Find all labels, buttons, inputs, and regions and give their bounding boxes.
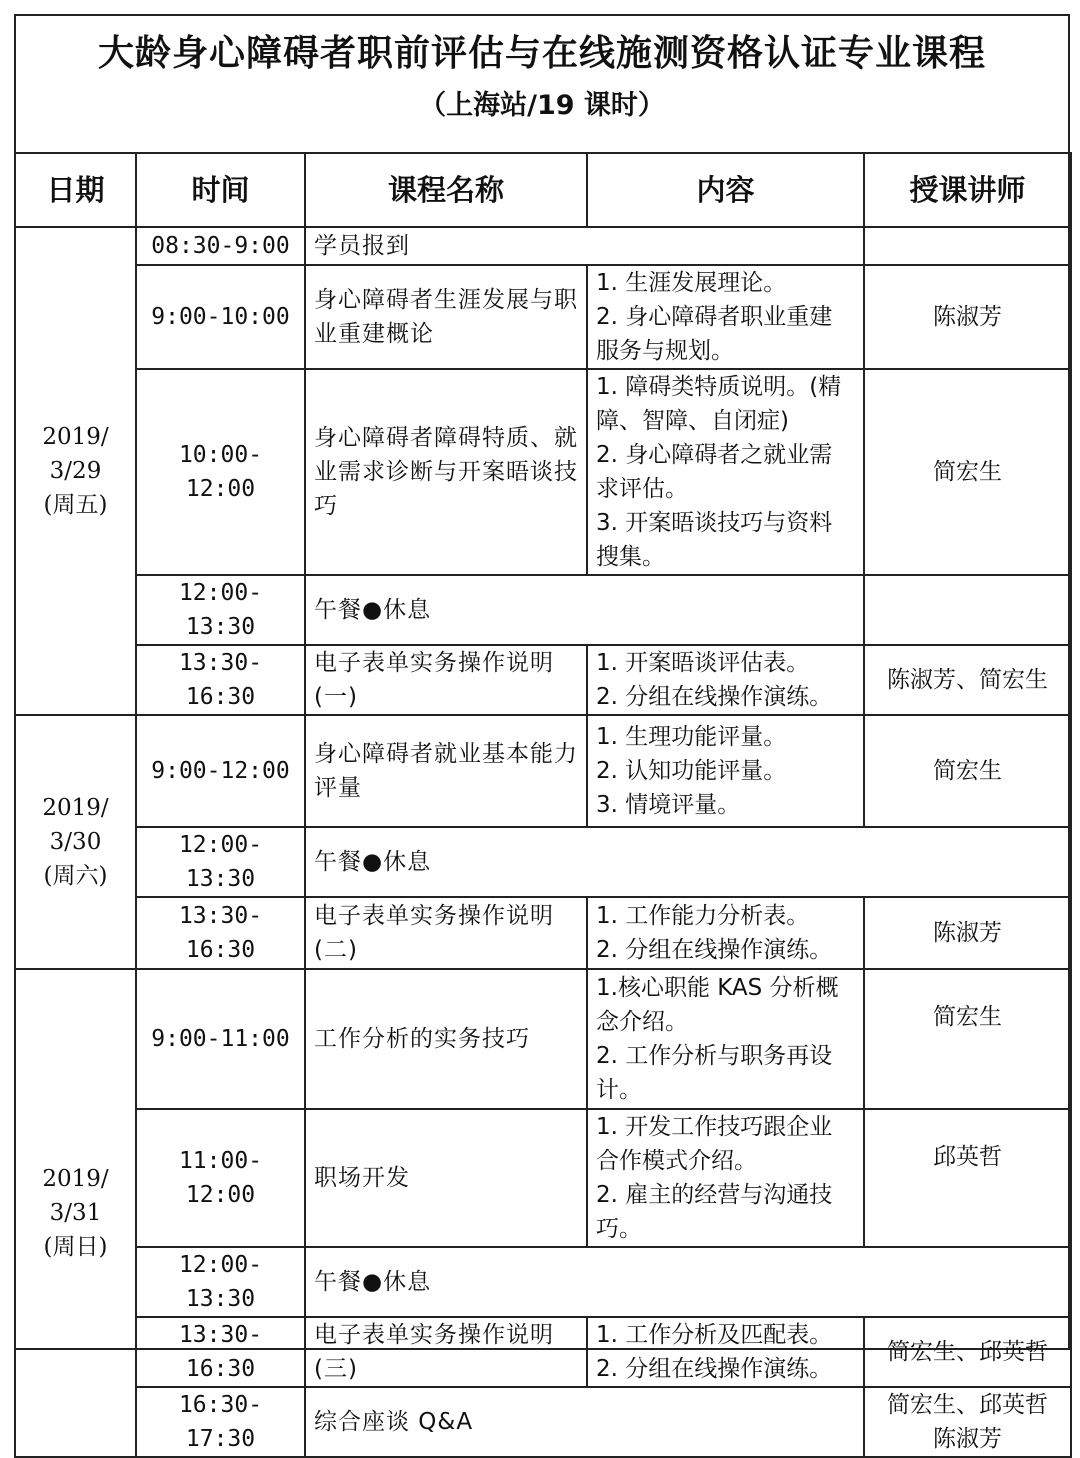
table-row bbox=[15, 897, 1071, 969]
table-row bbox=[15, 645, 1071, 715]
teacher-cell bbox=[864, 575, 1071, 645]
schedule-sheet bbox=[14, 14, 1070, 1452]
time-cell: 13:30-16:30 bbox=[136, 1317, 305, 1387]
col-header-date: 日期 bbox=[15, 153, 136, 227]
time-cell: 9:00-12:00 bbox=[136, 715, 305, 827]
date-cell: 2019/ 3/30 (周六) bbox=[15, 715, 136, 969]
date-cell: 2019/ 3/29 (周五) bbox=[15, 227, 136, 715]
time-cell: 16:30-17:30 bbox=[136, 1387, 305, 1457]
time-cell: 12:00-13:30 bbox=[136, 827, 305, 897]
teacher-cell bbox=[864, 227, 1071, 265]
course-cell: 午餐●休息 bbox=[305, 827, 1071, 897]
time-cell: 9:00-10:00 bbox=[136, 265, 305, 369]
table-row bbox=[15, 1247, 1071, 1317]
table-row bbox=[15, 265, 1071, 369]
time-cell: 12:00-13:30 bbox=[136, 1247, 305, 1317]
course-cell: 电子表单实务操作说明(二) bbox=[305, 897, 587, 969]
content-cell: 1. 生涯发展理论。 2. 身心障碍者职业重建服务与规划。 bbox=[587, 265, 864, 369]
teacher-cell: 简宏生 bbox=[864, 715, 1071, 827]
time-cell: 13:30-16:30 bbox=[136, 897, 305, 969]
date-cell: 2019/ 3/31 (周日) bbox=[15, 969, 136, 1457]
col-header-teacher: 授课讲师 bbox=[864, 153, 1071, 227]
content-cell: 1. 工作能力分析表。 2. 分组在线操作演练。 bbox=[587, 897, 864, 969]
teacher-cell: 简宏生 bbox=[864, 969, 1071, 1109]
course-cell: 身心障碍者生涯发展与职业重建概论 bbox=[305, 265, 587, 369]
course-cell: 电子表单实务操作说明(一) bbox=[305, 645, 587, 715]
course-cell: 午餐●休息 bbox=[305, 575, 864, 645]
time-cell: 12:00-13:30 bbox=[136, 575, 305, 645]
header-row bbox=[15, 153, 1071, 227]
table-row bbox=[15, 969, 1071, 1109]
page-title: 大龄身心障碍者职前评估与在线施测资格认证专业课程 bbox=[97, 33, 986, 74]
col-header-course: 课程名称 bbox=[305, 153, 587, 227]
course-cell: 工作分析的实务技巧 bbox=[305, 969, 587, 1109]
table-row bbox=[15, 227, 1071, 265]
time-cell: 10:00-12:00 bbox=[136, 369, 305, 575]
teacher-cell: 陈淑芳 bbox=[864, 897, 1071, 969]
content-cell: 1. 生理功能评量。 2. 认知功能评量。 3. 情境评量。 bbox=[587, 715, 864, 827]
teacher-cell: 邱英哲 bbox=[864, 1109, 1071, 1247]
col-header-content: 内容 bbox=[587, 153, 864, 227]
teacher-cell: 陈淑芳、简宏生 bbox=[864, 645, 1071, 715]
schedule-table bbox=[14, 152, 1072, 1458]
course-cell: 电子表单实务操作说明(三) bbox=[305, 1317, 587, 1387]
course-cell: 午餐●休息 bbox=[305, 1247, 1071, 1317]
table-row bbox=[15, 369, 1071, 575]
content-cell: 1. 开发工作技巧跟企业合作模式介绍。 2. 雇主的经营与沟通技巧。 bbox=[587, 1109, 864, 1247]
course-cell: 身心障碍者障碍特质、就业需求诊断与开案晤谈技巧 bbox=[305, 369, 587, 575]
teacher-cell: 简宏生、邱英哲 陈淑芳 bbox=[864, 1387, 1071, 1457]
table-row bbox=[15, 1317, 1071, 1387]
time-cell: 08:30-9:00 bbox=[136, 227, 305, 265]
content-cell: 1. 工作分析及匹配表。 2. 分组在线操作演练。 bbox=[587, 1317, 864, 1387]
content-cell: 1. 开案晤谈评估表。 2. 分组在线操作演练。 bbox=[587, 645, 864, 715]
table-row bbox=[15, 715, 1071, 827]
time-cell: 11:00-12:00 bbox=[136, 1109, 305, 1247]
course-cell: 综合座谈 Q&A bbox=[305, 1387, 864, 1457]
col-header-time: 时间 bbox=[136, 153, 305, 227]
table-row bbox=[15, 575, 1071, 645]
table-row bbox=[15, 1109, 1071, 1247]
table-row bbox=[15, 827, 1071, 897]
time-cell: 13:30-16:30 bbox=[136, 645, 305, 715]
course-cell: 职场开发 bbox=[305, 1109, 587, 1247]
content-cell: 1.核心职能 KAS 分析概念介绍。 2. 工作分析与职务再设计。 bbox=[587, 969, 864, 1109]
teacher-cell: 简宏生 bbox=[864, 369, 1071, 575]
course-cell: 学员报到 bbox=[305, 227, 864, 265]
teacher-cell: 简宏生、邱英哲 bbox=[864, 1317, 1071, 1387]
time-cell: 9:00-11:00 bbox=[136, 969, 305, 1109]
content-cell: 1. 障碍类特质说明。(精障、智障、自闭症) 2. 身心障碍者之就业需求评估。 3. 开案晤谈技巧与资料搜集。 bbox=[587, 369, 864, 575]
teacher-cell: 陈淑芳 bbox=[864, 265, 1071, 369]
table-row bbox=[15, 1387, 1071, 1457]
title-box bbox=[16, 16, 1068, 154]
page-subtitle: （上海站/19 课时） bbox=[419, 90, 665, 121]
course-cell: 身心障碍者就业基本能力评量 bbox=[305, 715, 587, 827]
